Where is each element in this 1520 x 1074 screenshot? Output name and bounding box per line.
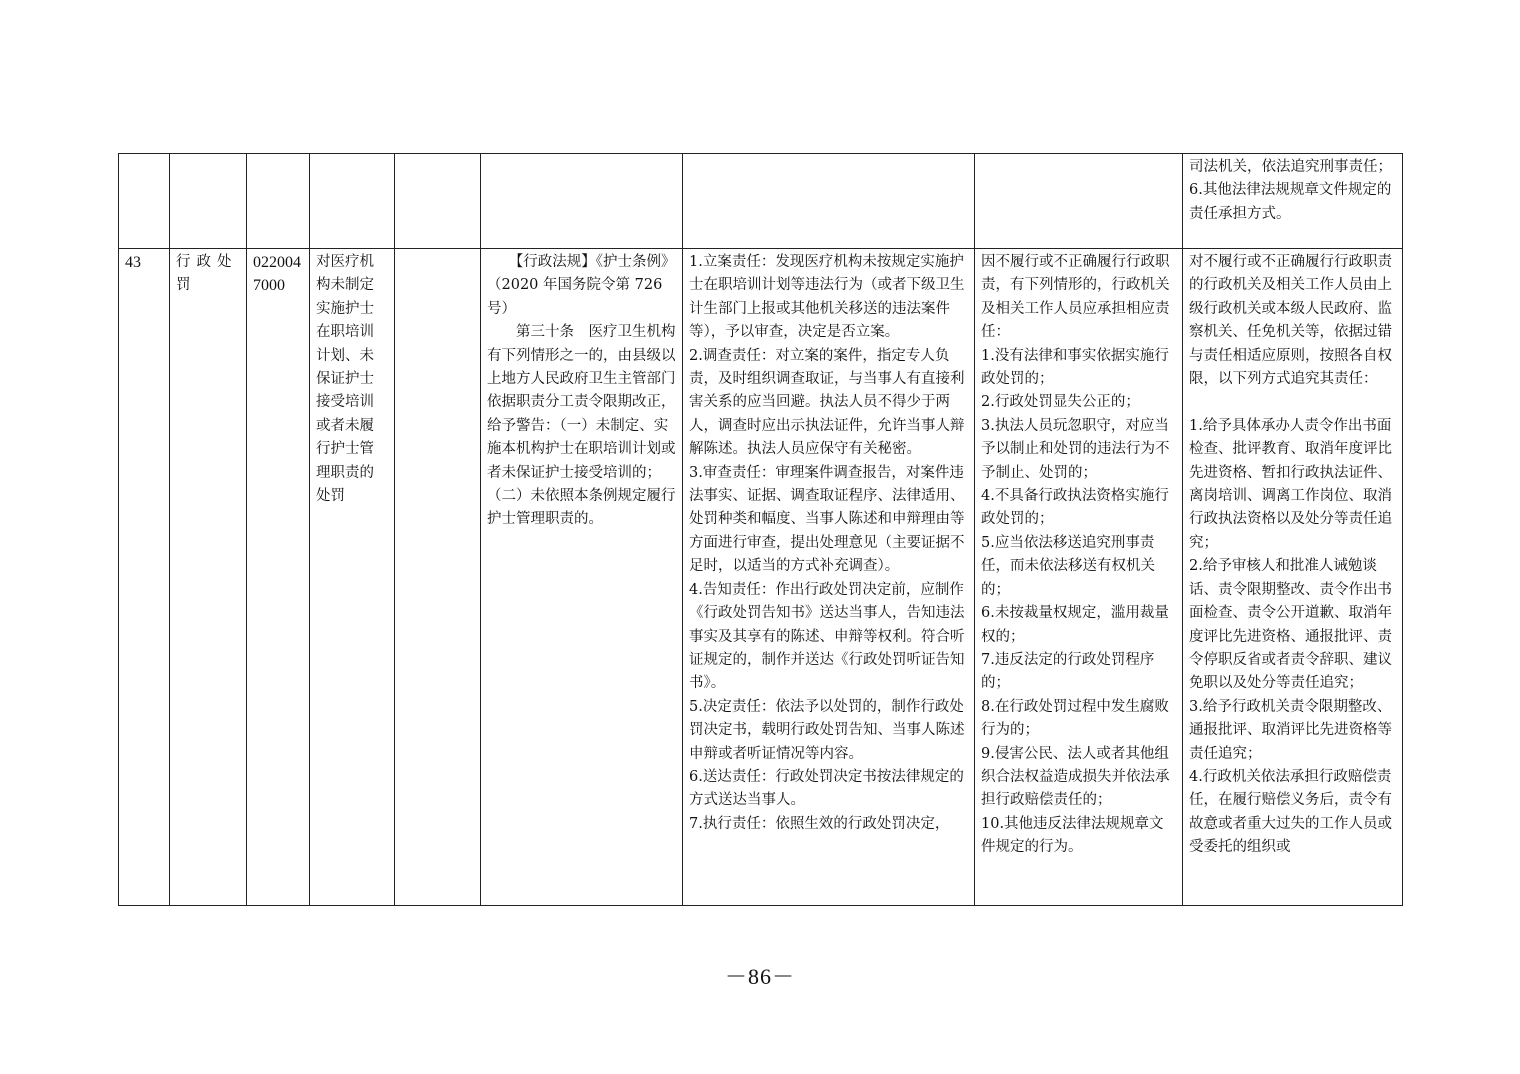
accountability-methods-cell: 对不履行或不正确履行行政职责的行政机关及相关工作人员由上级行政机关或本级人民政府、监察机关、任免机关等，依据过错与责任相适应原则，按照各自权限，以下列方式追究其责任： 1.给予具体承办人责令作出书面检查、批评教育、取消年度评比先进资格、暂扣行政执法证件、离岗培训、调离工作岗位、取消行政执法资格以及处分等责任追究； 2.给予审核人和批准人诫勉谈话、责令限期整改、责令作出书面检查、责令公开道歉、取消年度评比先进资格、通报批评、责令停职反省或者责令辞职、建议免职以及处分等责任追究； 3.给予行政机关责令限期整改、通报批评、取消评比先进资格等责任追究； 4.行政机关依法承担行政赔偿责任，在履行赔偿义务后，责令有故意或者重大过失的工作人员或受委托的组织或 <box>1183 249 1403 906</box>
accountability-methods-cell: 司法机关，依法追究刑事责任； 6.其他法律法规规章文件规定的责任承担方式。 <box>1183 154 1403 249</box>
item-cell: 对医疗机构未制定实施护士在职培训计划、未保证护士接受培训或者未履行护士管理职责的处罚 <box>310 249 395 906</box>
table-row <box>119 249 1403 906</box>
code-cell: 0220047000 <box>247 249 310 906</box>
page-number: －86－ <box>724 964 795 989</box>
basis-cell <box>481 154 683 249</box>
category-cell: 行政处罚 <box>170 249 247 906</box>
code-cell <box>247 154 310 249</box>
duties-cell <box>683 154 975 249</box>
sub-item-cell <box>395 249 481 906</box>
duties-cell: 1.立案责任：发现医疗机构未按规定实施护士在职培训计划等违法行为（或者下级卫生计生部门上报或其他机关移送的违法案件等），予以审查，决定是否立案。 2.调查责任：对立案的案件，指定专人负责，及时组织调查取证，与当事人有直接利害关系的应当回避。执法人员不得少于两人，调查时应出示执法证件，允许当事人辩解陈述。执法人员应保守有关秘密。 3.审查责任：审理案件调查报告，对案件违法事实、证据、调查取证程序、法律适用、处罚种类和幅度、当事人陈述和申辩理由等方面进行审查，提出处理意见（主要证据不足时，以适当的方式补充调查）。 4.告知责任：作出行政处罚决定前，应制作《行政处罚告知书》送达当事人，告知违法事实及其享有的陈述、申辩等权利。符合听证规定的，制作并送达《行政处罚听证告知书》。 5.决定责任：依法予以处罚的，制作行政处罚决定书，载明行政处罚告知、当事人陈述申辩或者听证情况等内容。 6.送达责任：行政处罚决定书按法律规定的方式送达当事人。 7.执行责任：依照生效的行政处罚决定， <box>683 249 975 906</box>
category-cell <box>170 154 247 249</box>
accountability-situations-cell <box>975 154 1183 249</box>
item-cell <box>310 154 395 249</box>
responsibility-table <box>118 153 1403 906</box>
table-row <box>119 154 1403 249</box>
accountability-situations-cell: 因不履行或不正确履行行政职责，有下列情形的，行政机关及相关工作人员应承担相应责任： 1.没有法律和事实依据实施行政处罚的； 2.行政处罚显失公正的； 3.执法人员玩忽职守，对应当予以制止和处罚的违法行为不予制止、处罚的； 4.不具备行政执法资格实施行政处罚的； 5.应当依法移送追究刑事责任，而未依法移送有权机关的； 6.未按裁量权规定，滥用裁量权的； 7.违反法定的行政处罚程序的； 8.在行政处罚过程中发生腐败行为的； 9.侵害公民、法人或者其他组织合法权益造成损失并依法承担行政赔偿责任的； 10.其他违反法律法规规章文件规定的行为。 <box>975 249 1183 906</box>
seq-cell: 43 <box>119 249 170 906</box>
seq-cell <box>119 154 170 249</box>
basis-cell: 【行政法规】《护士条例》（2020 年国务院令第 726 号） 第三十条 医疗卫生机构有下列情形之一的，由县级以上地方人民政府卫生主管部门依据职责分工责令限期改正，给予警告：（一）未制定、实施本机构护士在职培训计划或者未保证护士接受培训的；（二）未依照本条例规定履行护士管理职责的。 <box>481 249 683 906</box>
sub-item-cell <box>395 154 481 249</box>
